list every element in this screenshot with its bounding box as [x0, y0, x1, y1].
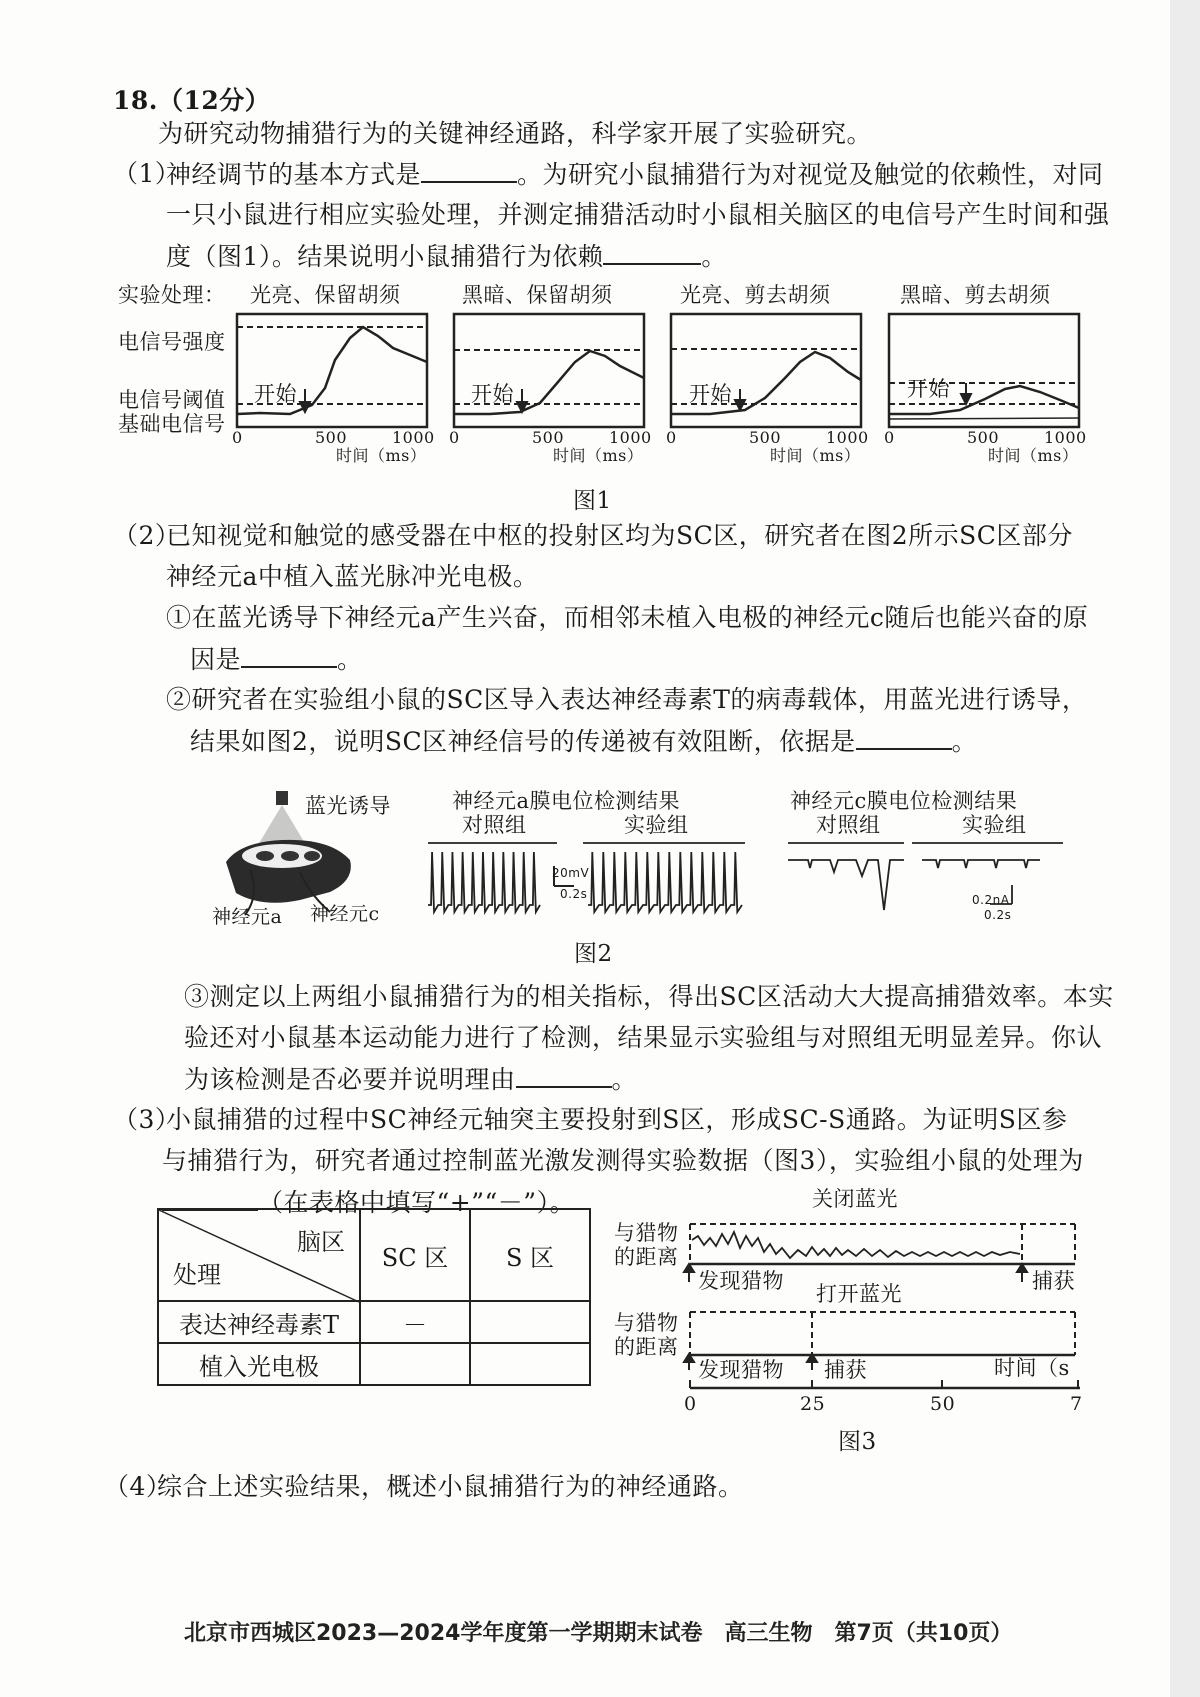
fig1-caption: 图1: [573, 488, 612, 514]
fig1-x-tick: 0: [666, 428, 677, 447]
fig2-c-experiment: 实验组: [962, 813, 1027, 837]
part2-line1: 已知视觉和触觉的感受器在中枢的投射区均为SC区，研究者在图2所示SC区部分: [166, 521, 1073, 550]
fig2-neuron-c-label: 神经元c: [310, 903, 380, 925]
fig1-x-tick: 1000: [826, 428, 869, 447]
fig2-a-title: 神经元a膜电位检测结果: [452, 789, 681, 813]
table-row-label: 表达神经毒素T: [158, 1301, 360, 1343]
part3-label: （3）: [113, 1105, 181, 1134]
fig1-x-tick: 0: [449, 428, 460, 447]
fig3-found-prey: 发现猎物: [698, 1358, 784, 1382]
part3-line1: 小鼠捕猎的过程中SC神经元轴突主要投射到S区，形成SC-S通路。为证明S区参: [166, 1105, 1068, 1134]
fig1-y-label-base: 基础电信号: [118, 412, 226, 436]
fig3-time-label: 时间（s: [994, 1356, 1070, 1380]
fig3-top-title: 关闭蓝光: [812, 1187, 898, 1211]
table-header-region: 脑区: [297, 1228, 345, 1256]
fig3-y-label: 的距离: [614, 1335, 679, 1359]
fig1-panel-title: 光亮、剪去胡须: [680, 283, 831, 307]
fig1-x-tick: 500: [749, 428, 782, 447]
fig3-y-label: 的距离: [614, 1245, 679, 1269]
fig2-caption: 图2: [574, 941, 613, 967]
part1-line3: 度（图1）。结果说明小鼠捕猎行为依赖 。: [166, 239, 727, 274]
table-cell-input[interactable]: －: [360, 1301, 470, 1343]
fig2-a-scale-v: 20mV: [552, 866, 590, 880]
fig2-c-title: 神经元c膜电位检测结果: [790, 789, 1018, 813]
part2-sub1-line1: ①在蓝光诱导下神经元a产生兴奋，而相邻未植入电极的神经元c随后也能兴奋的原: [166, 603, 1089, 632]
fig1-panel-title: 光亮、保留胡须: [250, 283, 401, 307]
table-header-treatment: 处理: [173, 1261, 221, 1289]
part1-label: （1）: [113, 159, 181, 188]
fig3-caption: 图3: [838, 1429, 877, 1455]
fig1-x-tick: 500: [315, 428, 348, 447]
part2-sub3-line3: 为该检测是否必要并说明理由 。: [184, 1062, 637, 1097]
part1-line2: 一只小鼠进行相应实验处理，并测定捕猎活动时小鼠相关脑区的电信号产生时间和强: [166, 200, 1110, 229]
fig1-panel-title: 黑暗、保留胡须: [462, 283, 613, 307]
fig1-start-label: 开始: [907, 377, 950, 401]
fig3-x-tick: 50: [930, 1393, 956, 1415]
fig1-x-tick: 0: [232, 428, 243, 447]
fig1-panel-title: 黑暗、剪去胡须: [900, 283, 1051, 307]
fig3-bottom-title: 打开蓝光: [816, 1282, 902, 1306]
part4-line1: 综合上述实验结果，概述小鼠捕猎行为的神经通路。: [157, 1472, 744, 1501]
fig1-x-axis-label: 时间（ms）: [336, 446, 427, 465]
fig1-row-label: 实验处理：: [118, 283, 226, 307]
table-col-sc: SC 区: [360, 1209, 470, 1301]
fig1-x-tick: 500: [967, 428, 1000, 447]
fig1-start-label: 开始: [254, 382, 297, 406]
fig3-found-prey: 发现猎物: [698, 1269, 784, 1293]
fig1-start-label: 开始: [689, 382, 732, 406]
fig3-y-label: 与猎物: [614, 1311, 679, 1335]
fig2-c-scale-i: 0.2nA: [972, 893, 1010, 907]
part3-line2: 与捕猎行为，研究者通过控制蓝光激发测得实验数据（图3），实验组小鼠的处理为: [162, 1146, 1084, 1175]
part2-label: （2）: [113, 521, 181, 550]
fig3-captured: 捕获: [1032, 1269, 1075, 1293]
fig1-x-axis-label: 时间（ms）: [770, 446, 861, 465]
fig1-y-label-strength: 电信号强度: [118, 330, 226, 354]
fig2-c-scale-t: 0.2s: [984, 908, 1012, 922]
question-number: 18.（12分）: [113, 86, 271, 115]
fig1-x-tick: 0: [884, 428, 895, 447]
fig1-x-tick: 1000: [392, 428, 435, 447]
fig1-x-tick: 1000: [609, 428, 652, 447]
fig2-c-control: 对照组: [816, 813, 881, 837]
fig3-x-tick: 25: [800, 1393, 826, 1415]
fig2-neuron-a-label: 神经元a: [212, 906, 283, 928]
question-intro: 为研究动物捕猎行为的关键神经通路，科学家开展了实验研究。: [158, 119, 873, 148]
fig3-captured: 捕获: [824, 1358, 867, 1382]
table-col-s: S 区: [470, 1209, 590, 1301]
page-footer: 北京市西城区2023—2024学年度第一学期期末试卷 高三生物 第7页（共10页）: [184, 1621, 1013, 1646]
fig2-blue-light-label: 蓝光诱导: [305, 794, 391, 818]
fig3-x-tick: 0: [684, 1393, 697, 1415]
part2-sub2-line2: 结果如图2，说明SC区神经信号的传递被有效阻断，依据是 。: [190, 724, 977, 759]
part4-label: （4）: [104, 1472, 172, 1501]
fig1-x-tick: 1000: [1044, 428, 1087, 447]
fig1-x-axis-label: 时间（ms）: [988, 446, 1079, 465]
part2-sub3-line2: 验还对小鼠基本运动能力进行了检测，结果显示实验组与对照组无明显差异。你认: [184, 1023, 1103, 1052]
table-row-label: 植入光电极: [158, 1343, 360, 1385]
fig3-x-tick: 7: [1070, 1393, 1083, 1415]
part1-line1: 神经调节的基本方式是 。为研究小鼠捕猎行为对视觉及触觉的依赖性，对同: [166, 157, 1104, 192]
fig3-y-label: 与猎物: [614, 1221, 679, 1245]
fig1-y-label-threshold: 电信号阈值: [118, 388, 226, 412]
fig2-a-control: 对照组: [462, 813, 527, 837]
fig1-start-label: 开始: [471, 382, 514, 406]
fig1-x-tick: 500: [532, 428, 565, 447]
fig1-x-axis-label: 时间（ms）: [553, 446, 644, 465]
part2-sub3-line1: ③测定以上两组小鼠捕猎行为的相关指标，得出SC区活动大大提高捕猎效率。本实: [184, 982, 1114, 1011]
fig2-a-experiment: 实验组: [624, 813, 689, 837]
part2-line2: 神经元a中植入蓝光脉冲光电极。: [166, 562, 539, 591]
part3-line3: （在表格中填写“+”“－”）。: [162, 1185, 575, 1220]
fig2-a-scale-t: 0.2s: [560, 887, 588, 901]
part2-sub1-line2: 因是 。: [190, 642, 363, 677]
part2-sub2-line1: ②研究者在实验组小鼠的SC区导入表达神经毒素T的病毒载体，用蓝光进行诱导，: [166, 685, 1088, 714]
